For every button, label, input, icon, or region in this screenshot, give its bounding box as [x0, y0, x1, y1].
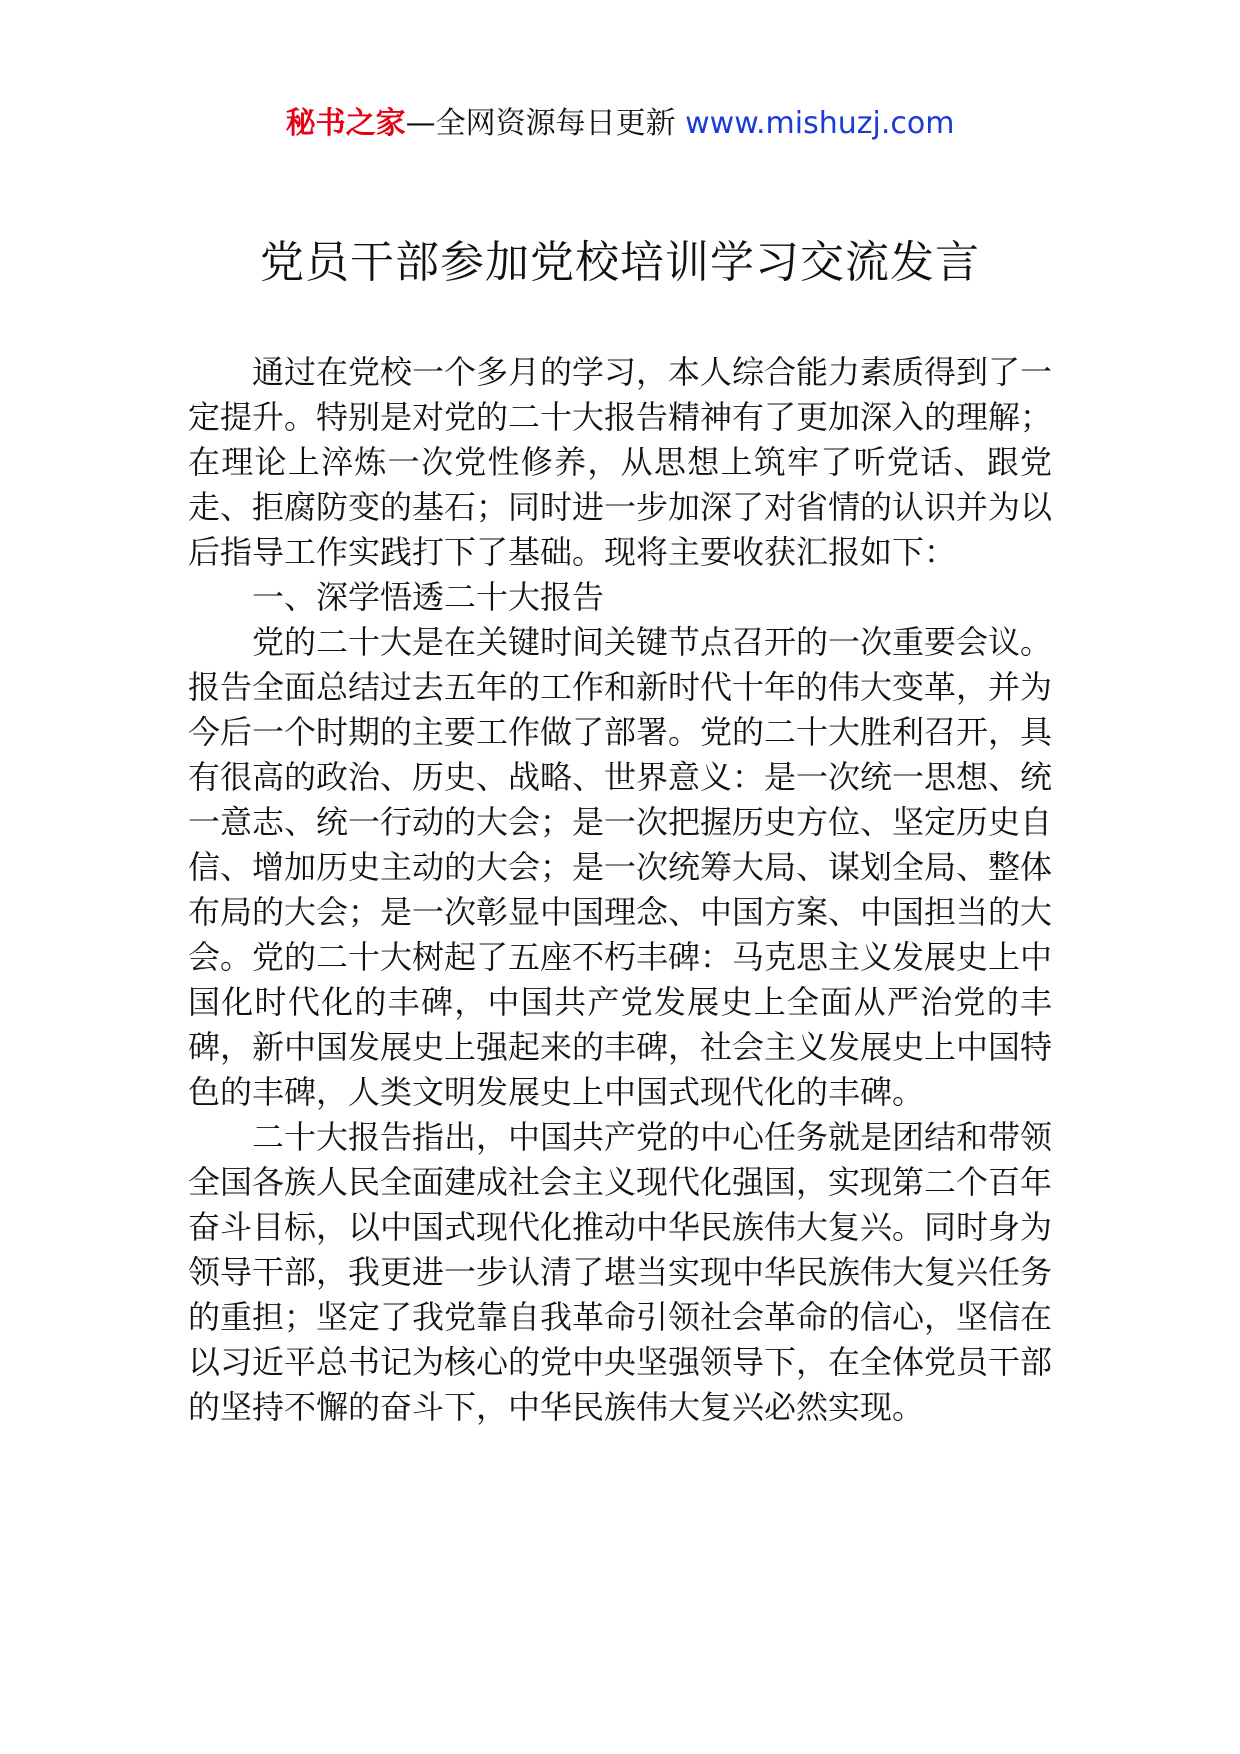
paragraph-intro: 通过在党校一个多月的学习，本人综合能力素质得到了一定提升。特别是对党的二十大报告精神有了更加深入的理解；在理论上淬炼一次党性修养，从思想上筑牢了听党话、跟党走、拒腐防变的基石；同时进一步加深了对省情的认识并为以后指导工作实践打下了基础。现将主要收获汇报如下：	[188, 353, 1053, 571]
paragraph-congress: 党的二十大是在关键时间关键节点召开的一次重要会议。报告全面总结过去五年的工作和新时代十年的伟大变革，并为今后一个时期的主要工作做了部署。党的二十大胜利召开，具有很高的政治、历史、战略、世界意义：是一次统一思想、统一意志、统一行动的大会；是一次把握历史方位、坚定历史自信、增加历史主动的大会；是一次统筹大局、谋划全局、整体布局的大会；是一次彰显中国理念、中国方案、中国担当的大会。党的二十大树起了五座不朽丰碑：马克思主义发展史上中国化时代化的丰碑，中国共产党发展史上全面从严治党的丰碑，新中国发展史上强起来的丰碑，社会主义发展史上中国特色的丰碑，人类文明发展史上中国式现代化的丰碑。	[188, 623, 1053, 1111]
site-header	[0, 100, 1240, 148]
section-heading: 一、深学悟透二十大报告	[252, 578, 605, 616]
site-url-link[interactable]: www.mishuzj.com	[685, 106, 955, 141]
header-tagline: —全网资源每日更新	[405, 106, 676, 141]
document-body	[188, 350, 1052, 1430]
paragraph-report: 二十大报告指出，中国共产党的中心任务就是团结和带领全国各族人民全面建成社会主义现代化强国，实现第二个百年奋斗目标，以中国式现代化推动中华民族伟大复兴。同时身为领导干部，我更进一步认清了堪当实现中华民族伟大复兴任务的重担；坚定了我党靠自我革命引领社会革命的信心，坚信在以习近平总书记为核心的党中央坚强领导下，在全体党员干部的坚持不懈的奋斗下，中华民族伟大复兴必然实现。	[188, 1118, 1053, 1426]
document-title: 党员干部参加党校培训学习交流发言	[260, 237, 980, 288]
brand-name: 秘书之家	[285, 106, 406, 141]
